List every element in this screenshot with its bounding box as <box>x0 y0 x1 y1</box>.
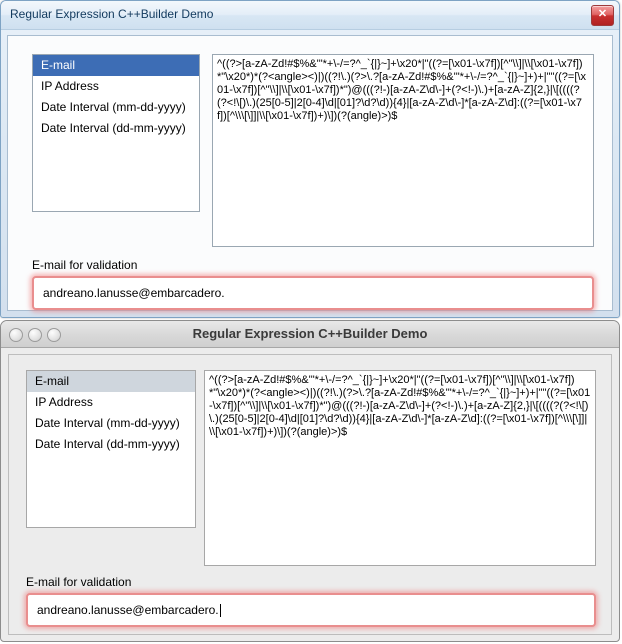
email-field-label: E-mail for validation <box>32 258 138 272</box>
email-input[interactable] <box>32 276 594 310</box>
win7-window-title: Regular Expression C++Builder Demo <box>10 7 214 21</box>
listbox-item-email[interactable]: E-mail <box>33 55 199 76</box>
listbox-item-email[interactable]: E-mail <box>27 371 195 392</box>
listbox-item-ip-address[interactable]: IP Address <box>35 395 93 409</box>
pattern-listbox[interactable] <box>32 54 200 212</box>
listbox-item-ip-address[interactable]: IP Address <box>41 79 99 93</box>
email-input-value: andreano.lanusse@embarcadero. <box>37 603 219 617</box>
regex-pattern-textarea[interactable]: ^((?>[a-zA-Zd!#$%&'"*+\-/=?^_`{|}~]+\x20*|"((?=[\x01-\x7f])[^"\\]|\\[\x01-\x7f])*"\x20*)*(?<angle><)|)((?!\.)(?>\.?[a-zA-Zd!#$%&'"*+\-/=?^_`{|}~]+)+|""((?=[\x01-\x7f])[^"\\]|\\[\x01-\x7f])*")@(((?!-)[a-zA-Z\d\-]+(?<!-)\.)+[a-zA-Z]{2,}|\[((((?(?<!\[)\.)(25[0-5]|2[0-4]\d|[01]?\d?\d)){4}|[a-zA-Z\d\-]*[a-zA-Z\d]:((?=[\x01-\x7f])[^\\\[\]]|\\[\x01-\x7f])+)\])(?(angle)>)$ <box>204 370 596 566</box>
mac-client-area <box>8 354 612 635</box>
email-input[interactable] <box>26 593 596 627</box>
close-icon[interactable] <box>591 5 614 26</box>
text-caret <box>220 604 221 617</box>
win7-window <box>0 0 620 318</box>
listbox-item-date-mm-dd-yyyy[interactable]: Date Interval (mm-dd-yyyy) <box>41 100 186 114</box>
mac-window <box>0 320 620 642</box>
regex-pattern-textarea[interactable]: ^((?>[a-zA-Zd!#$%&'"*+\-/=?^_`{|}~]+\x20*|"((?=[\x01-\x7f])[^"\\]|\\[\x01-\x7f])*"\x20*)*(?<angle><)|)((?!\.)(?>\.?[a-zA-Zd!#$%&'"*+\-/=?^_`{|}~]+)+|""((?=[\x01-\x7f])[^"\\]|\\[\x01-\x7f])*")@(((?!-)[a-zA-Z\d\-]+(?<!-)\.)+[a-zA-Z]{2,}|\[((((?(?<!\[)\.)(25[0-5]|2[0-4]\d|[01]?\d?\d)){4}|[a-zA-Z\d\-]*[a-zA-Z\d]:((?=[\x01-\x7f])[^\\\[\]]|\\[\x01-\x7f])+)\])(?(angle)>)$ <box>212 54 594 247</box>
win7-titlebar[interactable] <box>1 1 619 30</box>
win7-client-area <box>7 35 613 311</box>
close-icon-glyph: ✕ <box>597 8 608 20</box>
listbox-item-date-mm-dd-yyyy[interactable]: Date Interval (mm-dd-yyyy) <box>35 416 180 430</box>
email-field-label: E-mail for validation <box>26 575 132 589</box>
email-input-value: andreano.lanusse@embarcadero. <box>43 286 225 300</box>
listbox-item-date-dd-mm-yyyy[interactable]: Date Interval (dd-mm-yyyy) <box>35 437 180 451</box>
mac-titlebar[interactable] <box>1 321 619 348</box>
listbox-item-date-dd-mm-yyyy[interactable]: Date Interval (dd-mm-yyyy) <box>41 121 186 135</box>
mac-window-title: Regular Expression C++Builder Demo <box>192 326 428 341</box>
pattern-listbox[interactable] <box>26 370 196 528</box>
